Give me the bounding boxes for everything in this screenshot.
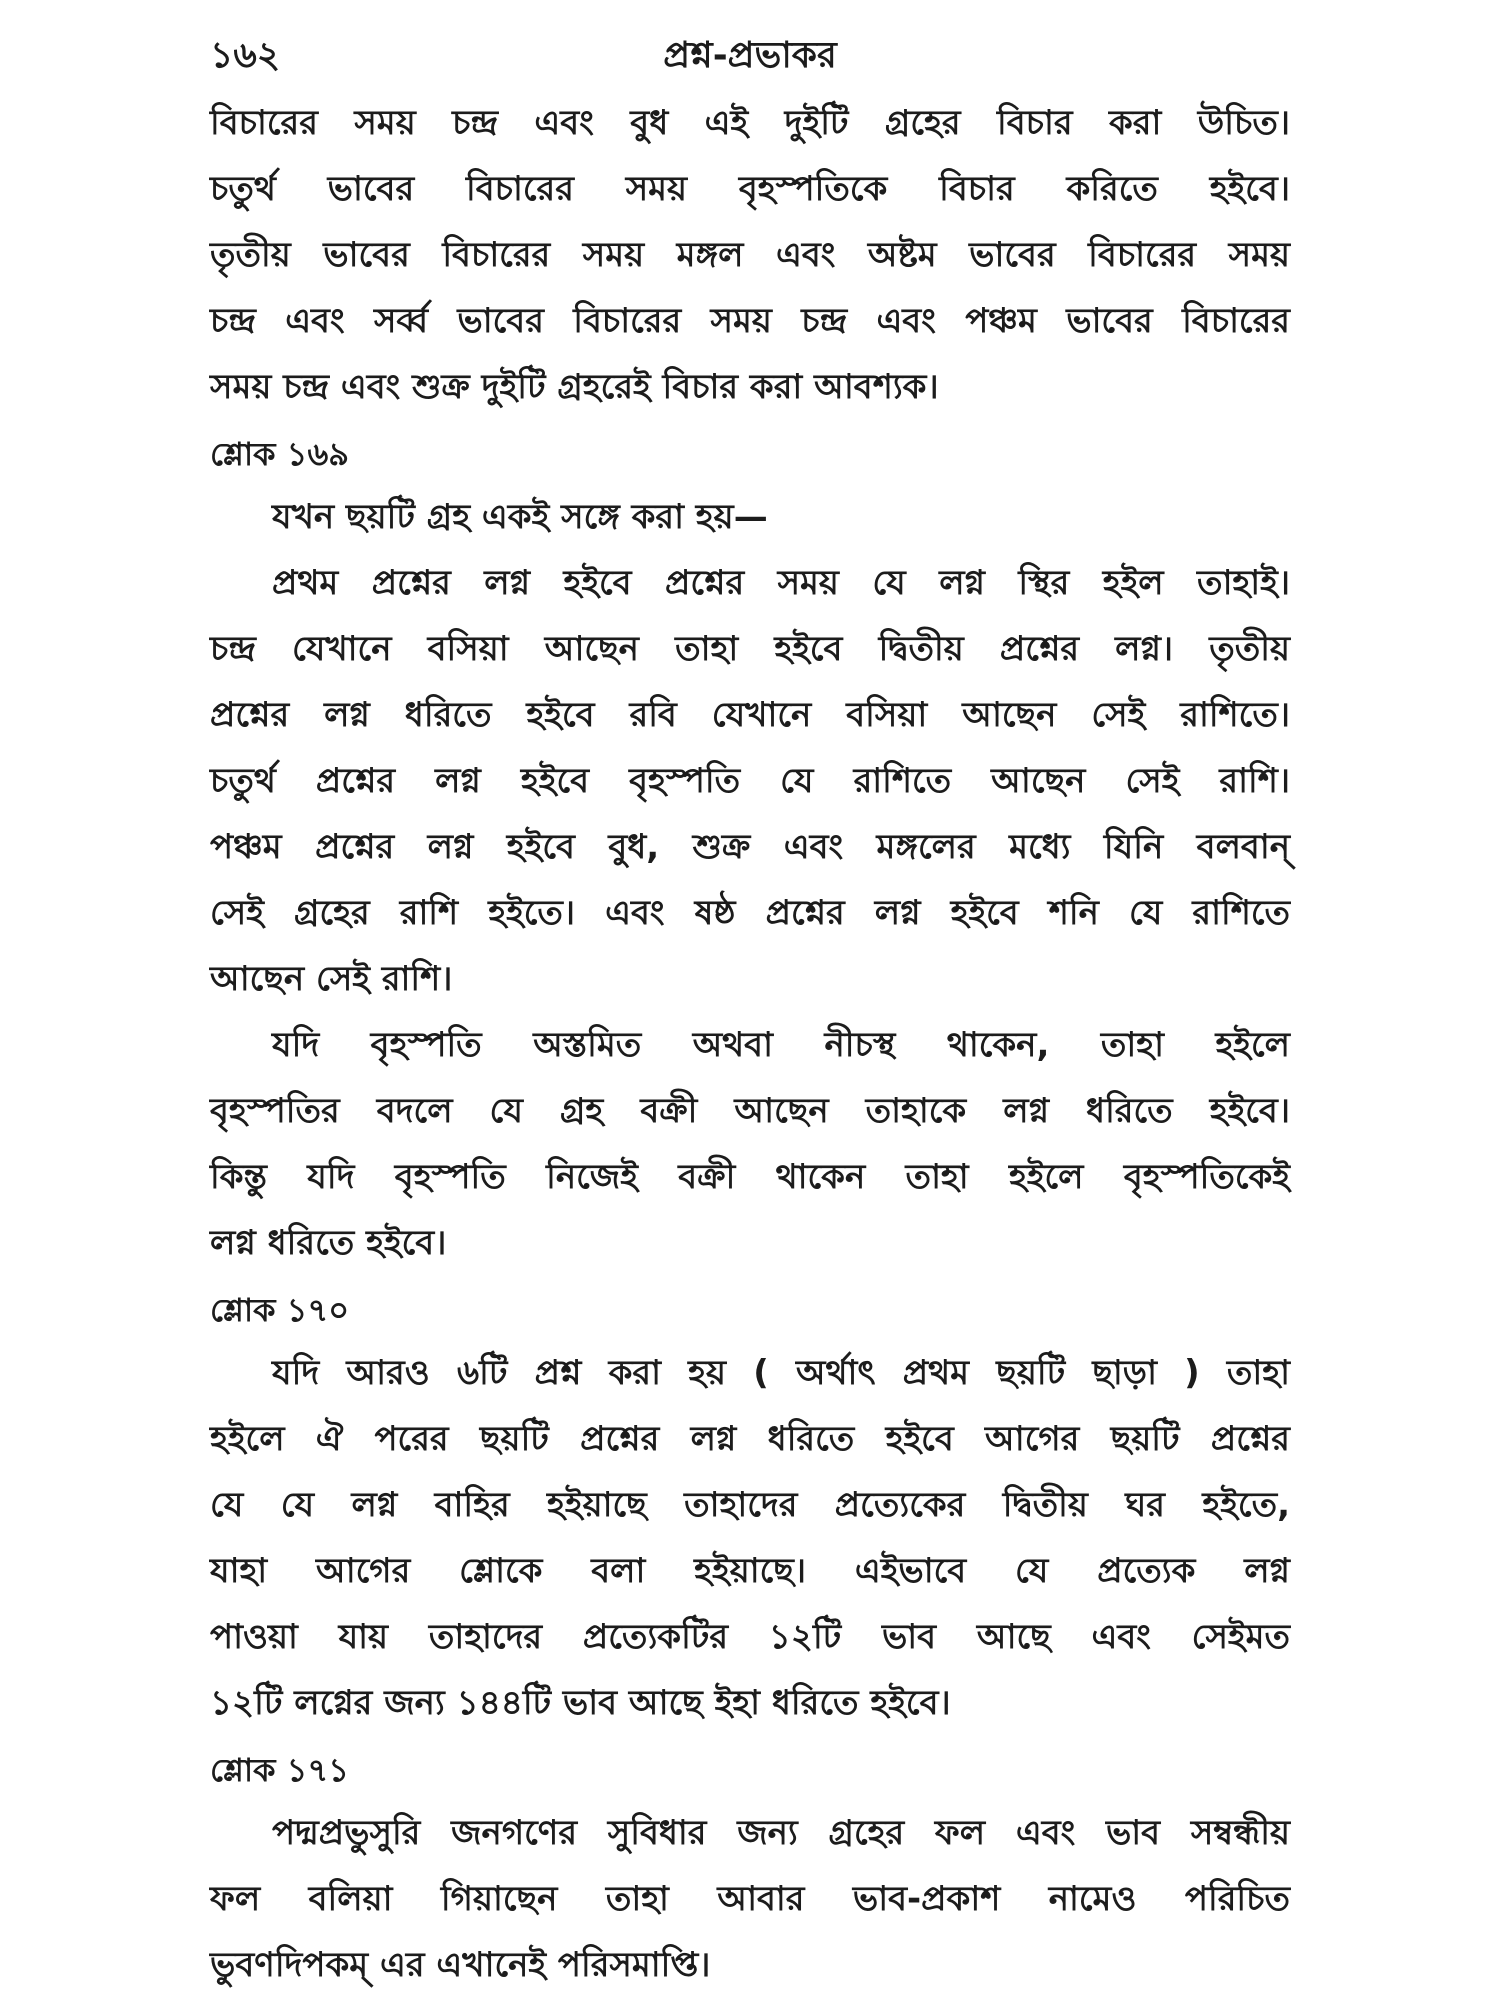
text-line: পাওয়া যায় তাহাদের প্রত্যেকটির ১২টি ভাব আছে এবং সেইমত [210, 1617, 1290, 1657]
intro-paragraph [210, 90, 1290, 420]
text-line: লগ্ন ধরিতে হইবে। [210, 1223, 447, 1263]
shloka-heading: শ্লোক ১৭১ [210, 1751, 350, 1789]
text-line: ভুবণদিপকম্ এর এখানেই পরিসমাপ্তি। [210, 1945, 711, 1985]
text-line: যদি আরও ৬টি প্রশ্ন করা হয় ( অর্থাৎ প্রথম ছয়টি ছাড়া ) তাহা [272, 1353, 1290, 1393]
text-line: চন্দ্র এবং সর্ব্ব ভাবের বিচারের সময় চন্দ্র এবং পঞ্চম ভাবের বিচারের [210, 301, 1290, 341]
text-line: যদি বৃহস্পতি অস্তমিত অথবা নীচস্থ থাকেন, তাহা হইলে [272, 1025, 1290, 1065]
text-line: চন্দ্র যেখানে বসিয়া আছেন তাহা হইবে দ্বিতীয় প্রশ্নের লগ্ন। তৃতীয় [210, 629, 1290, 669]
text-line: আছেন সেই রাশি। [210, 959, 453, 999]
text-line: তৃতীয় ভাবের বিচারের সময় মঙ্গল এবং অষ্টম ভাবের বিচারের সময় [210, 235, 1290, 275]
text-line: কিন্তু যদি বৃহস্পতি নিজেই বক্রী থাকেন তাহা হইলে বৃহস্পতিকেই [210, 1157, 1290, 1197]
text-line: প্রশ্নের লগ্ন ধরিতে হইবে রবি যেখানে বসিয়া আছেন সেই রাশিতে। [210, 695, 1290, 735]
shloka-170-section [210, 1280, 1290, 1736]
page-header [210, 20, 1290, 90]
text-line: যে যে লগ্ন বাহির হইয়াছে তাহাদের প্রত্যেকের দ্বিতীয় ঘর হইতে, [210, 1485, 1290, 1525]
text-line: ১২টি লগ্নের জন্য ১৪৪টি ভাব আছে ইহা ধরিতে হইবে। [210, 1683, 951, 1723]
shloka-heading: শ্লোক ১৭০ [210, 1291, 350, 1329]
text-line: চতুর্থ ভাবের বিচারের সময় বৃহস্পতিকে বিচার করিতে হইবে। [210, 169, 1290, 209]
text-line: যাহা আগের শ্লোকে বলা হইয়াছে। এইভাবে যে প্রত্যেক লগ্ন [210, 1551, 1290, 1591]
book-page [210, 20, 1290, 1985]
shloka-heading: শ্লোক ১৬৯ [210, 435, 350, 473]
shloka-171-section [210, 1740, 1290, 1998]
text-line: বৃহস্পতির বদলে যে গ্রহ বক্রী আছেন তাহাকে লগ্ন ধরিতে হইবে। [210, 1091, 1290, 1131]
text-line: প্রথম প্রশ্নের লগ্ন হইবে প্রশ্নের সময় যে লগ্ন স্থির হইল তাহাই। [272, 563, 1290, 603]
running-title: প্রশ্ন-প্রভাকর [663, 35, 837, 76]
shloka-169-section [210, 424, 1290, 1276]
text-line: সময় চন্দ্র এবং শুক্র দুইটি গ্রহরেই বিচার করা আবশ্যক। [210, 367, 939, 407]
text-line: পঞ্চম প্রশ্নের লগ্ন হইবে বুধ, শুক্র এবং মঙ্গলের মধ্যে যিনি বলবান্ [210, 827, 1290, 867]
text-line: যখন ছয়টি গ্রহ একই সঙ্গে করা হয়— [272, 497, 768, 537]
text-line: হইলে ঐ পরের ছয়টি প্রশ্নের লগ্ন ধরিতে হইবে আগের ছয়টি প্রশ্নের [210, 1419, 1290, 1459]
text-line: বিচারের সময় চন্দ্র এবং বুধ এই দুইটি গ্রহের বিচার করা উচিত। [210, 103, 1290, 143]
text-line: চতুর্থ প্রশ্নের লগ্ন হইবে বৃহস্পতি যে রাশিতে আছেন সেই রাশি। [210, 761, 1290, 801]
text-line: পদ্মপ্রভুসুরি জনগণের সুবিধার জন্য গ্রহের ফল এবং ভাব সম্বন্ধীয় [272, 1813, 1290, 1853]
page-number: ১৬২ [210, 35, 281, 76]
text-line: সেই গ্রহের রাশি হইতে। এবং ষষ্ঠ প্রশ্নের লগ্ন হইবে শনি যে রাশিতে [210, 893, 1290, 933]
text-line: ফল বলিয়া গিয়াছেন তাহা আবার ভাব-প্রকাশ নামেও পরিচিত [210, 1879, 1290, 1919]
